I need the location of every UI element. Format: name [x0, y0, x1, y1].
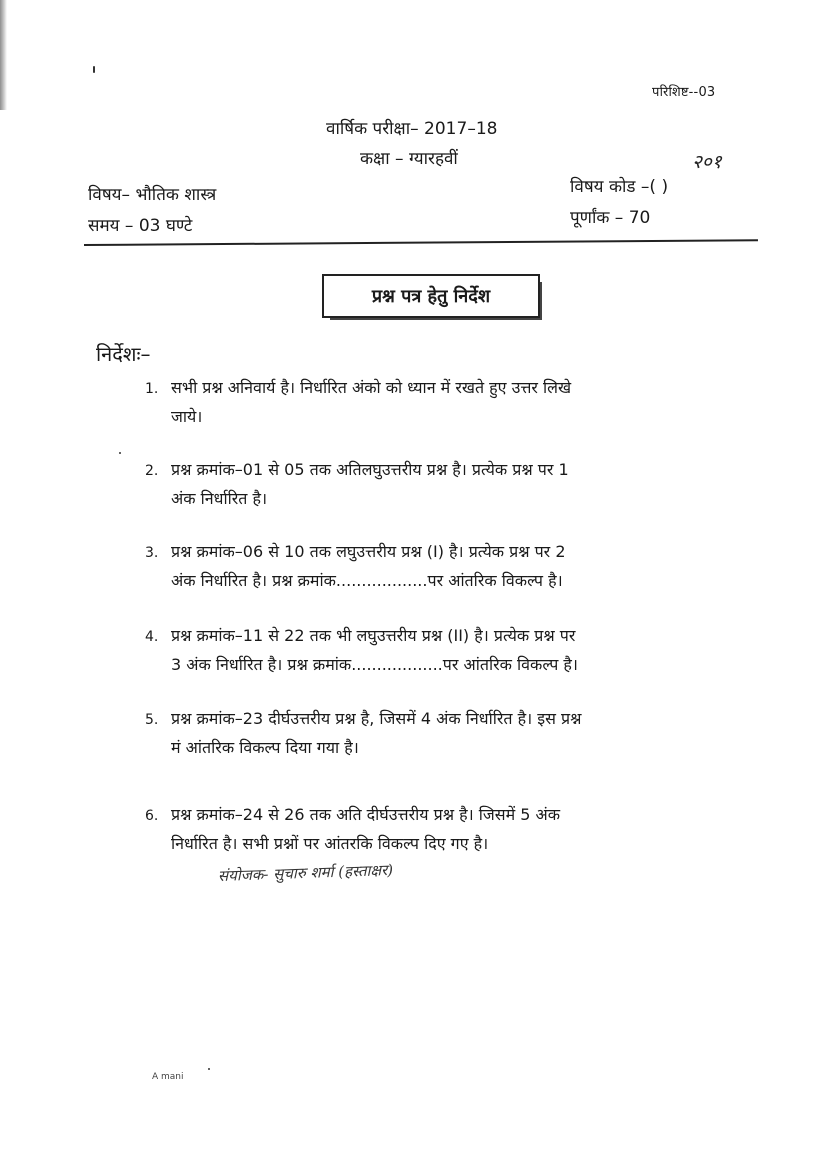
instruction-text: प्रश्न क्रमांक–24 से 26 तक अति दीर्घउत्तरीय प्रश्न है। जिसमें 5 अंक — [171, 805, 561, 824]
instruction-text: प्रश्न क्रमांक–01 से 05 तक अतिलघुउत्तरीय प्रश्न है। प्रत्येक प्रश्न पर 1 — [171, 460, 569, 479]
instruction-text-cont: अंक निर्धारित है। प्रश्न क्रमांक..................पर आंतरिक विकल्प है। — [171, 571, 563, 590]
appendix-reference: परिशिष्ट--03 — [652, 85, 716, 100]
scan-speck — [119, 452, 121, 454]
instruction-text-cont: 3 अंक निर्धारित है। प्रश्न क्रमांक..................पर आंतरिक विकल्प है। — [171, 655, 578, 674]
box-shadow-bottom — [330, 318, 542, 320]
instruction-item — [145, 456, 569, 512]
header-divider — [84, 239, 758, 246]
instruction-item — [145, 622, 578, 678]
instruction-item — [145, 538, 566, 594]
scan-edge-shadow — [0, 0, 7, 110]
class-line: कक्षा – ग्यारहवीं — [360, 149, 458, 169]
instruction-text: प्रश्न क्रमांक–11 से 22 तक भी लघुउत्तरीय प्रश्न (II) है। प्रत्येक प्रश्न पर — [171, 626, 576, 645]
box-shadow-right — [540, 282, 542, 320]
instruction-number: 3. — [145, 545, 159, 561]
instruction-text: प्रश्न क्रमांक–23 दीर्घउत्तरीय प्रश्न है, जिसमें 4 अंक निर्धारित है। इस प्रश्न — [171, 709, 582, 728]
instructions-title-box — [322, 274, 540, 318]
scan-speck — [93, 66, 95, 73]
scan-speck — [208, 1068, 210, 1070]
subject-code-line: विषय कोड –( ) — [570, 177, 669, 197]
full-marks-line: पूर्णांक – 70 — [570, 208, 651, 228]
subject-line: विषय– भौतिक शास्त्र — [88, 185, 217, 205]
instruction-item — [145, 374, 571, 430]
instruction-number: 5. — [145, 712, 159, 728]
instruction-text-cont: निर्धारित है। सभी प्रश्नों पर आंतरकि विकल्प दिए गए है। — [171, 834, 489, 853]
instruction-text-cont: जाये। — [171, 407, 203, 426]
instructions-heading: निर्देशः– — [96, 342, 151, 366]
instructions-title: प्रश्न पत्र हेतु निर्देश — [371, 286, 491, 307]
instruction-text: सभी प्रश्न अनिवार्य है। निर्धारित अंको को ध्यान में रखते हुए उत्तर लिखे — [171, 378, 572, 397]
instruction-text: प्रश्न क्रमांक–06 से 10 तक लघुउत्तरीय प्रश्न (I) है। प्रत्येक प्रश्न पर 2 — [171, 542, 566, 561]
exam-title: वार्षिक परीक्षा– 2017–18 — [326, 119, 498, 139]
instruction-number: 2. — [145, 463, 159, 479]
instruction-text-cont: मं आंतरिक विकल्प दिया गया है। — [171, 738, 359, 757]
instruction-text-cont: अंक निर्धारित है। — [171, 489, 268, 508]
instruction-item — [145, 705, 581, 761]
instruction-number: 6. — [145, 808, 159, 824]
footer-mark: A mani — [152, 1072, 184, 1082]
time-line: समय – 03 घण्टे — [88, 216, 193, 236]
handwritten-signature: संयोजक- सुचारु शर्मा (हस्ताक्षर) — [217, 860, 394, 885]
instruction-number: 4. — [145, 629, 159, 645]
instruction-item — [145, 801, 560, 857]
handwritten-number: २०१ — [692, 151, 722, 173]
instruction-number: 1. — [145, 381, 159, 397]
